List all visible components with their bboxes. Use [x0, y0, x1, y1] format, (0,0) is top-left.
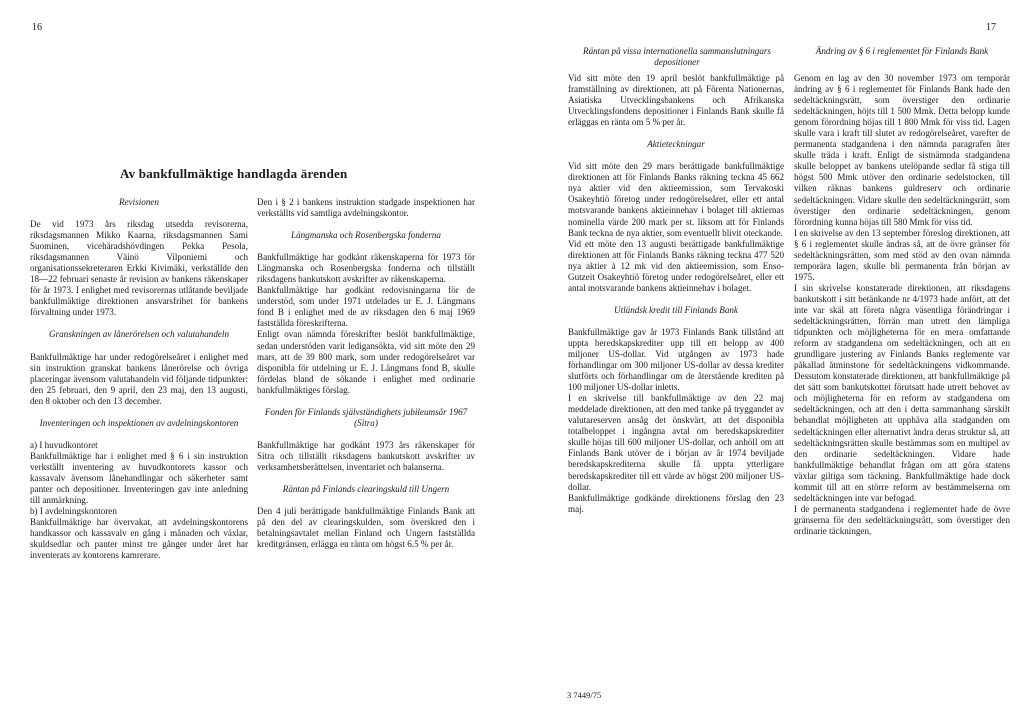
paragraph: I en skrivelse till bankfullmäktige av den 22 maj meddelade direktionen, att den med tanke på tryggandet av valutareserven ansåg det önskvärt, att det disponibla totalbeloppet i ingångna avtal om beredskapskrediter skulle höjas till 600 miljoner US-dollar, och anhöll om att Finlands Bank utöver de i början av år 1974 beviljade beredskapskrediterna skulle få uppta ytterligare beredskapskrediter till ett värde av högst 200 miljoner US-dollar.	[568, 393, 784, 492]
section-heading: Fonden för Finlands självständighets jubileumsår 1967 (Sitra)	[264, 406, 468, 428]
left-page-column-2	[257, 197, 475, 550]
paragraph: Den 4 juli berättigade bankfullmäktige Finlands Bank att på den del av clearingskulden, som överskred den i betalningsavtalet mellan Finland och Ungern fastställda kreditgränsen, erlägga en ränta om högst 6.5 % per år.	[257, 506, 475, 550]
paragraph: Bankfullmäktige har godkänt redovisningarna för de understöd, som under 1971 utdelades ur E. J. Längmans fond B i enlighet med de av riksdagen den 6 maj 1969 fastställda föreskrifterna.	[257, 285, 475, 329]
paragraph: Vid sitt möte den 29 mars berättigade bankfullmäktige direktionen att för Finlands Banks räkning teckna 45 662 nya aktier vid den aktieemission, som Tervakoski Osakeyhtiö företog under redogörelseåret, eller ett antal motsvarande bankens aktieinnehav i bolaget till aktiernas nominella värde 200 mark per st. liksom att för Finlands Bank teckna de nya aktier, som eventuellt blivit oteckande.	[568, 161, 784, 238]
right-page-column-2	[794, 73, 1010, 537]
paragraph: De vid 1973 års riksdag utsedda revisorerna, riksdagsmannen Mikko Kaarna, riksdagsmannen Sami Suominen, vicehäradshövdingen Pekka Pesola, riksdagsmannen Väinö Vilponiemi och organisationssekreteraren Erkki Kivimäki, verkställde den 18—22 februari senaste år revision av bankens räkenskaper för år 1973. I enlighet med revisorernas utlåtande beviljade bankfullmäktige direktionen ansvarsfrihet för bankens förvaltning under 1973.	[30, 219, 248, 318]
section-heading: Revisionen	[119, 197, 159, 207]
paragraph: Bankfullmäktige har i enlighet med § 6 i sin instruktion verkställt inventering av huvudkontorets kassor och kassavalv ävensom lånehandlingar och säkerheter samt panter och depositioner. Inventeringen gav inte anledning till anmärkning.	[30, 450, 248, 506]
paragraph: I sin skrivelse konstaterade direktionen, att riksdagens bankutskott i sitt betänkande nr 4/1973 hade anfört, att det inte var skäl att företa några väsentliga förändringar i sedeltäckningsrätten, förrän man utrett den lämpliga tidpunkten och möjligheterna för en mera omfattande reform av stadgandena om sedeltäckningen, och att en grundligare justering av Finlands Banks reglemente var påkallad åtminstone för sedeltäckningens vidkommande. Dessutom konstaterade direktionen, att bankfullmäktige på det sätt som bankutskottet förutsatt hade utrett behovet av och möjligheterna för en reform av stadgandena om sedeltäckningen, och att den i detta sammanhang särskilt behandlat möjligheten att upphäva alla stadganden om sedeltäckningen eller alternativt ändra deras struktur så, att sedeltäckningsrätten skulle bestämmas som en multipel av den ordinarie sedeltäckningen. Vidare hade bankfullmäktige behandlat frågan om att göra statens växlar giltiga som täckning. Bankfullmäktige hade dock kommit till att en större reform av bestämmelserna om sedeltäckningen inte var befogad.	[794, 282, 1010, 503]
section-heading: Inventeringen och inspektionen av avdelningskontoren	[39, 417, 239, 428]
section-heading: Aktieteckningar	[647, 139, 705, 150]
paragraph: Vid ett möte den 13 augusti berättigade bankfullmäktige direktionen att för Finlands Banks räkning teckna 477 520 nya aktier à 12 mk vid den aktieemission, som Enso-Gutzeit Osakeyhtiö företog under redogörelseåret, eller ett antal motsvarande bankens aktieinnehav i bolaget.	[568, 238, 784, 293]
right-page-number: 17	[986, 22, 996, 33]
paragraph: Genom en lag av den 30 november 1973 om temporär ändring av § 6 i reglementet för Finlands Bank hade den sedeltäckningsrätt, som överstiger den ordinarie sedeltäckningen, höjts till 1 500 Mmk. Detta belopp kunde genom förordning höjas till 1 800 Mmk för viss tid. Lagen skulle vara i kraft till slutet av redogörelseåret, varefter de permanenta stadgandena i den nämnda paragrafen åter skulle träda i kraft. Enligt de sistnämnda stadgandena skulle beloppet av bankens utelöpande sedlar få stiga till högst 500 Mmk utöver den ordinarie sedelstocken, till vilken räknas bankens guldreserv och ordinarie sedeltäckningen. Vidare skulle den sedeltäckningsrätt, som överstiger den ordinarie sedeltäckningen, genom förordning kunna höjas till 580 Mmk för viss tid.	[794, 73, 1010, 227]
paragraph: Den i § 2 i bankens instruktion stadgade inspektionen har verkställts vid samtliga avdelningskontor.	[257, 197, 475, 219]
paragraph: I en skrivelse av den 13 september föreslog direktionen, att § 6 i reglementet skulle ändras så, att de övre gränser för sedeltäckningsrätten, som med stöd av den ovan nämnda temporära lagen, skulle bli permanenta från början av 1975.	[794, 227, 1010, 282]
section-heading: Längmanska och Rosenbergska fonderna	[291, 230, 441, 241]
paragraph: Bankfullmäktige godkände direktionens förslag den 23 maj.	[568, 492, 784, 514]
right-col2-header: Ändring av § 6 i reglementet för Finlands Bank	[815, 46, 989, 56]
paragraph: I de permanenta stadgandena i reglementet hade de övre gränserna för den sedeltäckningsrätt, som överstiger den ordinarie täckningen,	[794, 503, 1010, 536]
paragraph: Bankfullmäktige har under redogörelseåret i enlighet med sin instruktion granskat bankens lånerörelse och övriga placeringar ävensom valutahandeln vid följande tidpunkter: den 25 februari, den 9 april, den 23 maj, den 13 augusti, den 8 oktober och den 13 december.	[30, 351, 248, 406]
paragraph: Bankfullmäktige gav år 1973 Finlands Bank tillstånd att uppta beredskapskrediter upp till ett belopp av 400 miljoner US-dollar. Vid utgången av 1973 hade förhandlingar om 300 miljoner US-dollar av dessa krediter slutförts och förhandlingar om de återstående krediten på 100 miljoner US-dollar inletts.	[568, 326, 784, 393]
paragraph: Bankfullmäktige har godkänt räkenskaperna för 1973 för Längmanska och Rosenbergska fonderna och tillställt riksdagens bankutskott avskrifter av räkenskaperna.	[257, 252, 475, 285]
section-heading: Räntan på Finlands clearingskuld till Ungern	[282, 483, 450, 494]
left-page-number: 16	[32, 22, 42, 33]
section-heading: Utländsk kredit till Finlands Bank	[614, 304, 738, 315]
right-col1-header: Räntan på vissa internationella sammanslutningars depositioner	[583, 46, 771, 67]
left-page-column-1	[30, 197, 248, 561]
section-heading: Granskningen av lånerörelsen och valutahandeln	[49, 329, 229, 340]
paragraph: Bankfullmäktige har godkänt 1973 års räkenskaper för Sitra och tillställt riksdagens bankutskott avskrifter av verksamhetsberättelsen, inventariet och balanserna.	[257, 439, 475, 472]
section-title: Av bankfullmäktige handlagda ärenden	[120, 166, 348, 181]
paragraph: a) I huvudkontoret	[30, 439, 98, 450]
right-page-column-1	[568, 73, 784, 515]
paragraph: b) I avdelningskontoren	[30, 506, 117, 517]
paragraph: Vid sitt möte den 19 april beslöt bankfullmäktige på framställning av direktionen, att på Förenta Nationernas, Asiatiska Utvecklingsbankens och Afrikanska Utvecklingsfondens depositioner i Finlands Bank skulle få erläggas en ränta om 5 % per år.	[568, 73, 784, 128]
paragraph: Enligt ovan nämnda föreskrifter beslöt bankfullmäktige, sedan understöden varit ledigansökta, vid sitt möte den 29 mars, att de 39 800 mark, som under redogörelseåret var disponibla för utdelning ur E. J. Längmans fond B, skulle fördelas bland de sökande i enlighet med ordinarie bankfullmäktiges förslag.	[257, 329, 475, 395]
paragraph: Bankfullmäktige har övervakat, att avdelningskontorens handkassor och kassavalv en gång i månaden och växlar, skuldsedlar och panter minst tre gånger under året har inventerats av kontorens kamrerare.	[30, 517, 248, 561]
page-footer: 3 7449/75	[567, 690, 602, 700]
